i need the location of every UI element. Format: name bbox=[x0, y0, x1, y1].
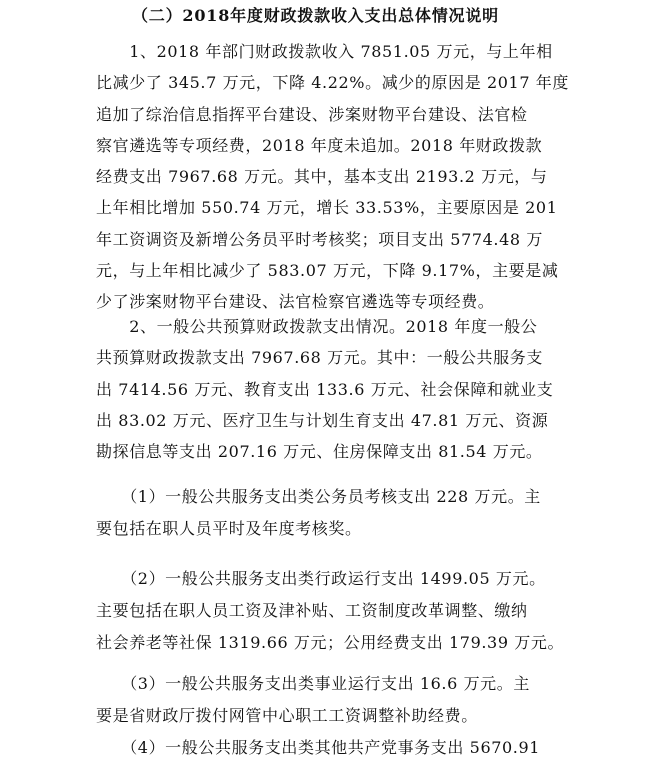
paragraph-line: 经费支出 7967.68 万元。其中，基本支出 2193.2 万元，与 bbox=[96, 167, 548, 187]
paragraph-line: （3）一般公共服务支出类事业运行支出 16.6 万元。主 bbox=[96, 674, 530, 693]
paragraph-line: 少了涉案财物平台建设、法官检察官遴选等专项经费。 bbox=[96, 292, 495, 312]
paragraph-line: 勘探信息等支出 207.16 万元、住房保障支出 81.54 万元。 bbox=[96, 442, 543, 462]
paragraph-line: 主要包括在职人员工资及津补贴、工资制度改革调整、缴纳 bbox=[96, 601, 528, 620]
paragraph-line: （1）一般公共服务支出类公务员考核支出 228 万元。主 bbox=[96, 487, 541, 506]
paragraph-line: 出 7414.56 万元、教育支出 133.6 万元、社会保障和就业支 bbox=[96, 379, 554, 399]
paragraph-line: 年工资调资及新增公务员平时考核奖；项目支出 5774.48 万 bbox=[96, 229, 543, 249]
paragraph-item-4 bbox=[96, 732, 556, 764]
paragraph-line: 出 83.02 万元、医疗卫生与计划生育支出 47.81 万元、资源 bbox=[96, 410, 549, 430]
paragraph-line: （2）一般公共服务支出类行政运行支出 1499.05 万元。 bbox=[96, 569, 546, 588]
paragraph-line: 上年相比增加 550.74 万元，增长 33.53%，主要原因是 201 bbox=[96, 198, 558, 218]
paragraph-line: （4）一般公共服务支出类其他共产党事务支出 5670.91 bbox=[96, 738, 541, 757]
paragraph-financial-income bbox=[96, 36, 569, 318]
paragraph-line: 社会养老等社保 1319.66 万元；公用经费支出 179.39 万元。 bbox=[96, 633, 565, 652]
paragraph-line: 共预算财政拨款支出 7967.68 万元。其中：一般公共服务支 bbox=[96, 348, 543, 368]
section-heading: （二）2018年度财政拨款收入支出总体情况说明 bbox=[132, 6, 499, 25]
paragraph-line: 1、2018 年部门财政拨款收入 7851.05 万元，与上年相 bbox=[96, 42, 553, 61]
paragraph-line: 要是省财政厅拨付网管中心职工工资调整补助经费。 bbox=[96, 706, 478, 725]
paragraph-line: 察官遴选等专项经费，2018 年度未追加。2018 年财政拨款 bbox=[96, 135, 543, 155]
paragraph-line: 元，与上年相比减少了 583.07 万元，下降 9.17%，主要是减 bbox=[96, 261, 559, 281]
paragraph-item-3 bbox=[96, 668, 556, 732]
paragraph-budget-expenditure bbox=[96, 311, 556, 467]
paragraph-line: 要包括在职人员平时及年度考核奖。 bbox=[96, 519, 362, 538]
paragraph-line: 比减少了 345.7 万元，下降 4.22%。减少的原因是 2017 年度 bbox=[96, 73, 569, 93]
paragraph-line: 2、一般公共预算财政拨款支出情况。2018 年度一般公 bbox=[96, 317, 538, 336]
paragraph-item-2 bbox=[96, 563, 565, 659]
paragraph-item-1 bbox=[96, 481, 556, 545]
paragraph-line: 追加了综治信息指挥平台建设、涉案财物平台建设、法官检 bbox=[96, 104, 528, 124]
